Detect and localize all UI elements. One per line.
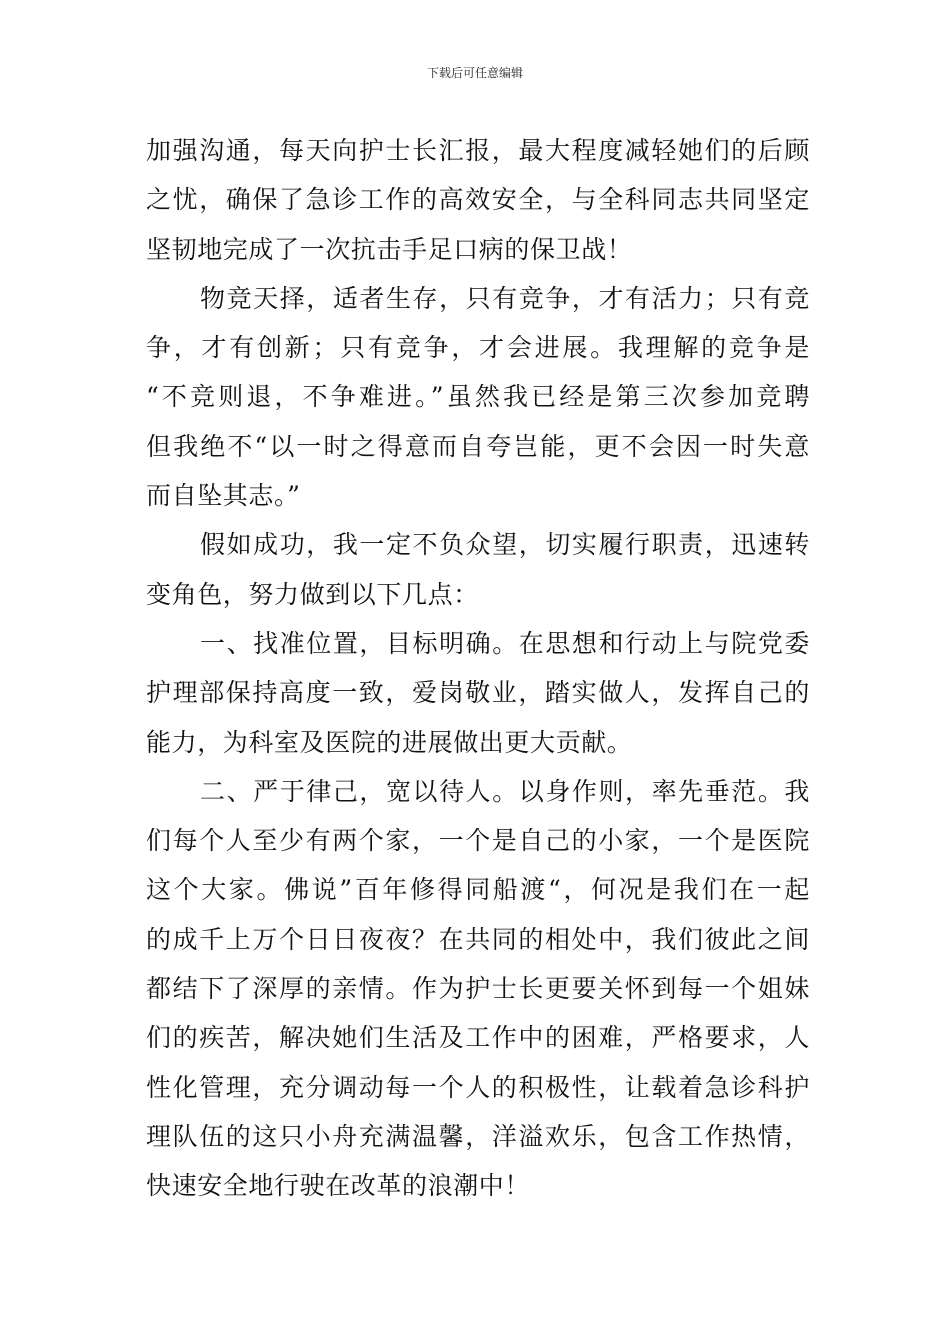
- paragraph: [146, 126, 810, 274]
- paragraph: [146, 520, 810, 619]
- text-line: 们的疾苦，解决她们生活及工作中的困难，严格要求，人: [146, 1023, 810, 1053]
- text-line: 快速安全地行驶在改革的浪潮中！: [146, 1171, 531, 1201]
- text-line: 而自坠其志。”: [146, 481, 301, 511]
- text-line: 变角色，努力做到以下几点：: [146, 579, 479, 609]
- text-line: 二、严于律己，宽以待人。以身作则，率先垂范。我: [200, 776, 810, 806]
- text-line: 争，才有创新；只有竞争，才会进展。我理解的竞争是: [146, 333, 810, 363]
- text-line: 物竞天择，适者生存，只有竞争，才有活力；只有竞: [200, 283, 810, 313]
- text-line: 都结下了深厚的亲情。作为护士长更要关怀到每一个姐妹: [146, 974, 810, 1004]
- text-line: 之忧，确保了急诊工作的高效安全，与全科同志共同坚定: [146, 185, 810, 215]
- paragraph: [146, 767, 810, 1211]
- text-line: 理队伍的这只小舟充满温馨，洋溢欢乐，包含工作热情，: [146, 1121, 810, 1151]
- text-line: 这个大家。佛说”百年修得同船渡“，何况是我们在一起: [146, 875, 810, 905]
- text-line: 加强沟通，每天向护士长汇报，最大程度减轻她们的后顾: [146, 136, 810, 165]
- text-line: “不竞则退，不争难进。”虽然我已经是第三次参加竞聘: [146, 382, 810, 412]
- paragraph: [146, 619, 810, 767]
- text-line: 的成千上万个日日夜夜？在共同的相处中，我们彼此之间: [146, 924, 810, 954]
- paragraph: [146, 274, 810, 520]
- text-line: 们每个人至少有两个家，一个是自己的小家，一个是医院: [146, 826, 810, 856]
- text-line: 能力，为科室及医院的进展做出更大贡献。: [146, 727, 633, 757]
- document-body: [146, 126, 810, 1211]
- page-header: 下载后可任意编辑: [426, 66, 523, 80]
- text-line: 假如成功，我一定不负众望，切实履行职责，迅速转: [200, 530, 810, 560]
- text-line: 但我绝不“以一时之得意而自夸岂能，更不会因一时失意: [146, 431, 810, 461]
- text-line: 一、找准位置，目标明确。在思想和行动上与院党委: [200, 628, 810, 658]
- text-line: 性化管理，充分调动每一个人的积极性，让载着急诊科护: [146, 1072, 810, 1102]
- text-line: 护理部保持高度一致，爱岗敬业，踏实做人，发挥自己的: [146, 678, 810, 708]
- text-line: 坚韧地完成了一次抗击手足口病的保卫战！: [146, 234, 633, 264]
